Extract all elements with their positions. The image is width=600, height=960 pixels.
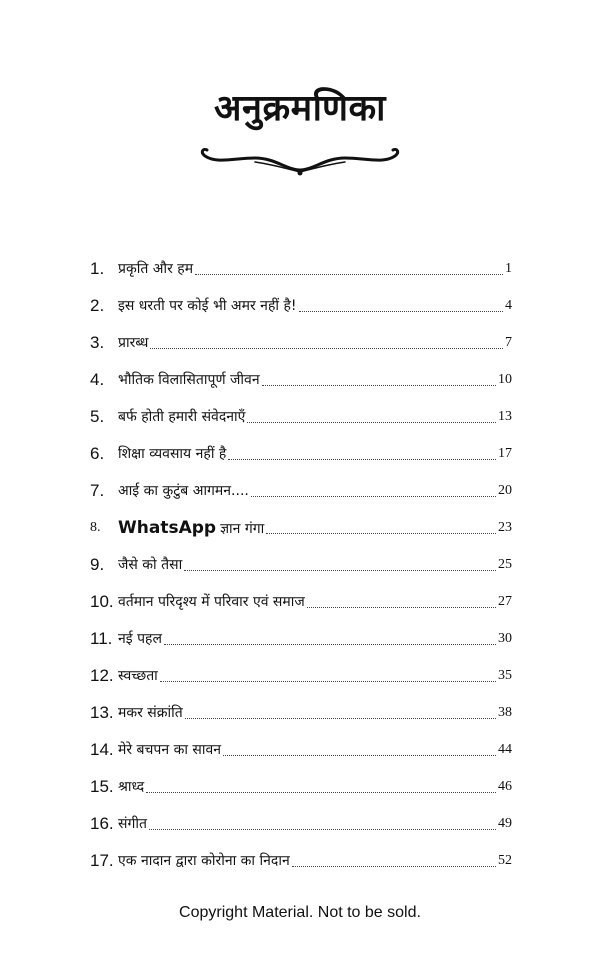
toc-leader-dots bbox=[150, 336, 503, 349]
toc-number: 7. bbox=[90, 480, 105, 500]
toc-title: बर्फ होती हमारी संवेदनाएँ bbox=[118, 409, 246, 425]
toc-title: मकर संक्रांति bbox=[118, 705, 183, 721]
toc-title: आई का कुटुंब आगमन.... bbox=[118, 483, 249, 499]
toc-title-brand: WhatsApp bbox=[118, 517, 217, 538]
toc-title: जैसे को तैसा bbox=[118, 557, 183, 573]
toc-title: प्रारब्ध bbox=[118, 335, 149, 351]
toc-leader-dots bbox=[247, 410, 496, 423]
toc-number: 8. bbox=[90, 519, 101, 535]
toc-row[interactable] bbox=[90, 398, 512, 435]
toc-number: 11. bbox=[90, 628, 113, 648]
toc-number: 17. bbox=[90, 850, 114, 870]
toc-number: 14. bbox=[90, 739, 114, 759]
toc-row[interactable] bbox=[90, 324, 512, 361]
toc-leader-dots bbox=[146, 780, 496, 793]
toc-number: 3. bbox=[90, 332, 105, 352]
toc-page-number: 30 bbox=[498, 630, 512, 646]
table-of-contents bbox=[90, 250, 512, 879]
toc-leader-dots bbox=[195, 262, 503, 275]
toc-title: स्वच्छता bbox=[118, 668, 158, 684]
copyright-footer: Copyright Material. Not to be sold. bbox=[179, 904, 421, 921]
toc-page-number: 17 bbox=[498, 445, 512, 461]
toc-title-text: ज्ञान गंगा bbox=[220, 520, 265, 537]
toc-number: 16. bbox=[90, 813, 114, 833]
toc-page-number: 13 bbox=[498, 408, 512, 424]
toc-row[interactable] bbox=[90, 287, 512, 324]
toc-leader-dots bbox=[251, 484, 496, 497]
toc-row[interactable] bbox=[90, 509, 512, 546]
toc-title: इस धरती पर कोई भी अमर नहीं है! bbox=[118, 298, 297, 314]
toc-title: प्रकृति और हम bbox=[118, 261, 194, 277]
toc-row[interactable] bbox=[90, 620, 512, 657]
toc-page-number: 44 bbox=[498, 741, 512, 757]
toc-page-number: 7 bbox=[505, 334, 512, 350]
toc-row[interactable] bbox=[90, 768, 512, 805]
toc-leader-dots bbox=[164, 632, 496, 645]
toc-leader-dots bbox=[307, 595, 496, 608]
toc-leader-dots bbox=[292, 854, 496, 867]
toc-page-number: 27 bbox=[498, 593, 512, 609]
toc-number: 1. bbox=[90, 258, 105, 278]
toc-row[interactable] bbox=[90, 472, 512, 509]
flourish-divider-icon bbox=[195, 146, 405, 180]
toc-row[interactable] bbox=[90, 435, 512, 472]
toc-leader-dots bbox=[185, 706, 496, 719]
toc-page-number: 52 bbox=[498, 852, 512, 868]
toc-page-number: 1 bbox=[505, 260, 512, 276]
toc-number: 9. bbox=[90, 554, 105, 574]
toc-title: वर्तमान परिदृश्य में परिवार एवं समाज bbox=[118, 594, 305, 610]
toc-number: 5. bbox=[90, 406, 105, 426]
toc-leader-dots bbox=[266, 521, 496, 534]
toc-row[interactable] bbox=[90, 842, 512, 879]
toc-number: 15. bbox=[90, 776, 114, 796]
toc-number: 2. bbox=[90, 295, 105, 315]
toc-title: मेरे बचपन का सावन bbox=[118, 742, 222, 758]
toc-page-number: 23 bbox=[498, 519, 512, 535]
toc-leader-dots bbox=[262, 373, 496, 386]
toc-page-number: 49 bbox=[498, 815, 512, 831]
toc-number: 6. bbox=[90, 443, 105, 463]
toc-leader-dots bbox=[299, 299, 504, 312]
toc-leader-dots bbox=[160, 669, 496, 682]
toc-number: 13. bbox=[90, 702, 114, 722]
toc-page-number: 25 bbox=[498, 556, 512, 572]
toc-title: नई पहल bbox=[118, 631, 162, 647]
toc-row[interactable] bbox=[90, 694, 512, 731]
toc-row[interactable] bbox=[90, 731, 512, 768]
toc-page-number: 38 bbox=[498, 704, 512, 720]
toc-row[interactable] bbox=[90, 805, 512, 842]
toc-title: शिक्षा व्यवसाय नहीं है bbox=[118, 446, 227, 462]
toc-title bbox=[118, 518, 264, 538]
toc-row[interactable] bbox=[90, 361, 512, 398]
toc-title: एक नादान द्वारा कोरोना का निदान bbox=[118, 853, 290, 869]
toc-page-number: 10 bbox=[498, 371, 512, 387]
toc-title: श्राध्द bbox=[118, 779, 145, 795]
toc-page-number: 20 bbox=[498, 482, 512, 498]
toc-number: 4. bbox=[90, 369, 105, 389]
toc-leader-dots bbox=[223, 743, 496, 756]
toc-row[interactable] bbox=[90, 250, 512, 287]
toc-leader-dots bbox=[149, 817, 496, 830]
toc-leader-dots bbox=[184, 558, 496, 571]
toc-page-number: 46 bbox=[498, 778, 512, 794]
toc-row[interactable] bbox=[90, 657, 512, 694]
toc-page-number: 35 bbox=[498, 667, 512, 683]
page-title: अनुक्रमणिका bbox=[214, 87, 386, 129]
toc-row[interactable] bbox=[90, 546, 512, 583]
toc-page-number: 4 bbox=[505, 297, 512, 313]
toc-title: भौतिक विलासितापूर्ण जीवन bbox=[118, 372, 260, 388]
toc-title: संगीत bbox=[118, 816, 147, 832]
toc-row[interactable] bbox=[90, 583, 512, 620]
toc-number: 12. bbox=[90, 665, 114, 685]
toc-leader-dots bbox=[228, 447, 496, 460]
toc-number: 10. bbox=[90, 591, 114, 611]
